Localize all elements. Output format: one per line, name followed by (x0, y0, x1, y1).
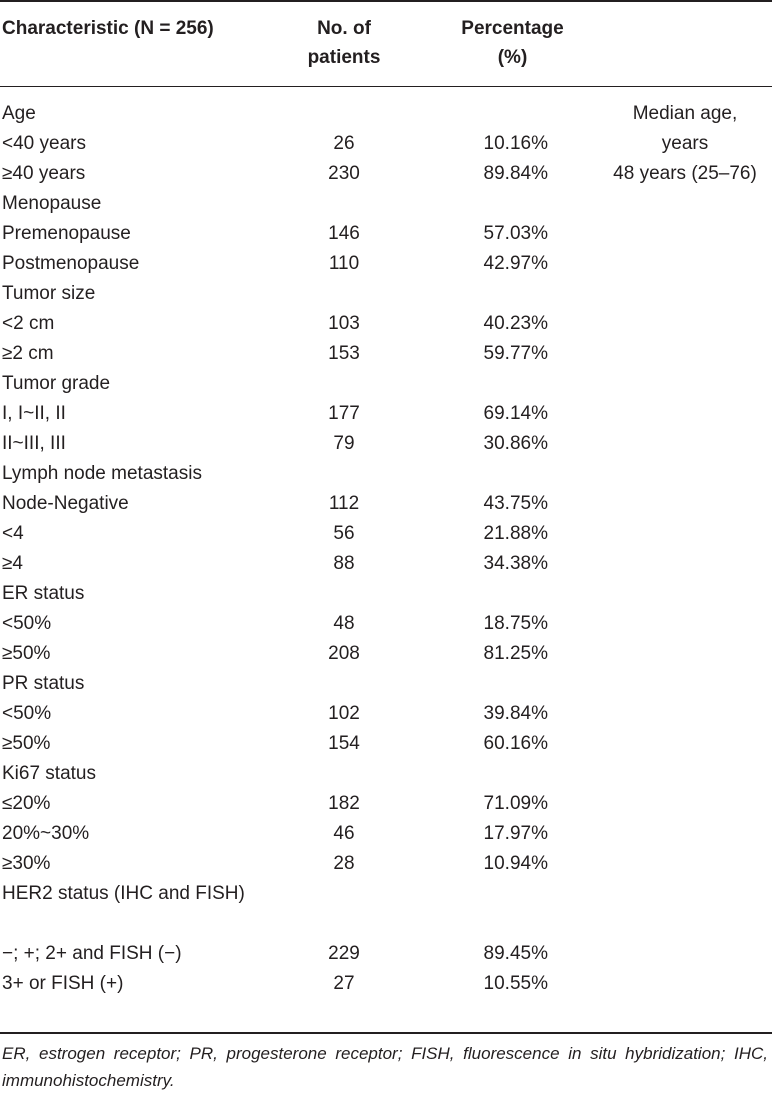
row-characteristic: Premenopause (2, 223, 131, 244)
row-characteristic: −; +; 2+ and FISH (−) (2, 943, 182, 964)
table-row (0, 189, 772, 219)
row-characteristic: Tumor grade (2, 373, 111, 394)
row-patient-count: 229 (328, 943, 360, 964)
table-row (0, 549, 772, 579)
median-age-value: 48 years (25–76) (613, 163, 757, 184)
row-patient-count: 88 (333, 553, 355, 574)
row-characteristic: 20%~30% (2, 823, 90, 844)
header-percentage-line1: Percentage (461, 18, 564, 39)
row-patient-count: 102 (328, 703, 360, 724)
table-row (0, 429, 772, 459)
row-characteristic: Node-Negative (2, 493, 129, 514)
median-age-line2: years (661, 133, 709, 154)
row-characteristic: ≥50% (2, 643, 51, 664)
table-row (0, 849, 772, 879)
table-row (0, 279, 772, 309)
row-characteristic: Ki67 status (2, 763, 96, 784)
row-characteristic: Tumor size (2, 283, 96, 304)
row-characteristic: <40 years (2, 133, 86, 154)
table-row (0, 459, 772, 489)
row-characteristic: <2 cm (2, 313, 55, 334)
table-row (0, 309, 772, 339)
table-row (0, 219, 772, 249)
row-percentage: 39.84% (483, 703, 548, 724)
table-row (0, 339, 772, 369)
row-characteristic: ≥50% (2, 733, 51, 754)
row-percentage: 34.38% (483, 553, 548, 574)
row-patient-count: 177 (328, 403, 360, 424)
header-characteristic: Characteristic (N = 256) (2, 18, 214, 39)
row-percentage: 60.16% (483, 733, 548, 754)
row-characteristic: <50% (2, 613, 52, 634)
median-age-line1: Median age, (632, 103, 738, 124)
row-characteristic: PR status (2, 673, 85, 694)
table-row (0, 969, 772, 999)
table-row (0, 489, 772, 519)
row-characteristic: Postmenopause (2, 253, 140, 274)
row-percentage: 81.25% (483, 643, 548, 664)
row-patient-count: 182 (328, 793, 360, 814)
table-bottom-rule (0, 1032, 772, 1034)
table-footnote: ER, estrogen receptor; PR, progesterone receptor; FISH, fluorescence in situ hybridization; IHC, immunohistochemistry. (2, 1044, 768, 1090)
row-percentage: 10.55% (483, 973, 548, 994)
row-patient-count: 48 (333, 613, 355, 634)
row-percentage: 17.97% (483, 823, 548, 844)
row-patient-count: 230 (328, 163, 360, 184)
table-row (0, 879, 772, 939)
row-percentage: 30.86% (483, 433, 548, 454)
table-row (0, 819, 772, 849)
row-characteristic: ER status (2, 583, 85, 604)
row-characteristic: I, I~II, II (2, 403, 66, 424)
row-characteristic: II~III, III (2, 433, 66, 454)
row-characteristic: Age (2, 103, 36, 124)
row-patient-count: 56 (333, 523, 355, 544)
row-percentage: 59.77% (483, 343, 548, 364)
row-characteristic: ≥2 cm (2, 343, 54, 364)
table-row (0, 519, 772, 549)
table-row (0, 939, 772, 969)
table-row (0, 369, 772, 399)
row-characteristic: 3+ or FISH (+) (2, 973, 124, 994)
table-row (0, 699, 772, 729)
row-patient-count: 154 (328, 733, 360, 754)
row-percentage: 10.16% (483, 133, 548, 154)
row-patient-count: 146 (328, 223, 360, 244)
row-patient-count: 153 (328, 343, 360, 364)
row-percentage: 89.84% (483, 163, 548, 184)
row-percentage: 10.94% (483, 853, 548, 874)
row-percentage: 69.14% (483, 403, 548, 424)
row-characteristic: ≥40 years (2, 163, 86, 184)
table-row (0, 639, 772, 669)
row-percentage: 18.75% (483, 613, 548, 634)
header-patients-line1: No. of (317, 18, 371, 39)
table-row (0, 609, 772, 639)
row-percentage: 42.97% (483, 253, 548, 274)
row-patient-count: 112 (328, 493, 360, 514)
row-characteristic: <50% (2, 703, 52, 724)
median-age-note (600, 99, 770, 189)
row-characteristic: ≤20% (2, 793, 51, 814)
row-patient-count: 208 (328, 643, 360, 664)
row-characteristic: ≥30% (2, 853, 51, 874)
row-percentage: 43.75% (483, 493, 548, 514)
row-characteristic: Lymph node metastasis (2, 463, 202, 484)
table-row (0, 579, 772, 609)
row-patient-count: 26 (333, 133, 355, 154)
table-row (0, 759, 772, 789)
row-percentage: 57.03% (483, 223, 548, 244)
row-percentage: 71.09% (483, 793, 548, 814)
row-patient-count: 46 (333, 823, 355, 844)
row-patient-count: 79 (333, 433, 355, 454)
table-top-rule (0, 0, 772, 2)
table-row (0, 399, 772, 429)
row-percentage: 40.23% (483, 313, 548, 334)
table-header-rule (0, 86, 772, 87)
header-patients-line2: patients (307, 47, 381, 68)
table-row (0, 789, 772, 819)
row-patient-count: 110 (328, 253, 360, 274)
row-characteristic: Menopause (2, 193, 102, 214)
header-percentage-line2: (%) (497, 47, 528, 68)
header-percentage (440, 14, 585, 72)
table-row (0, 249, 772, 279)
row-patient-count: 28 (333, 853, 355, 874)
row-characteristic: <4 (2, 523, 24, 544)
row-characteristic: ≥4 (2, 553, 23, 574)
row-patient-count: 27 (333, 973, 355, 994)
header-patients (274, 14, 414, 72)
row-characteristic: HER2 status (IHC and FISH) (2, 883, 245, 904)
table-row (0, 669, 772, 699)
table-row (0, 729, 772, 759)
row-patient-count: 103 (328, 313, 360, 334)
row-percentage: 21.88% (483, 523, 548, 544)
row-percentage: 89.45% (483, 943, 548, 964)
table-body (0, 99, 772, 999)
